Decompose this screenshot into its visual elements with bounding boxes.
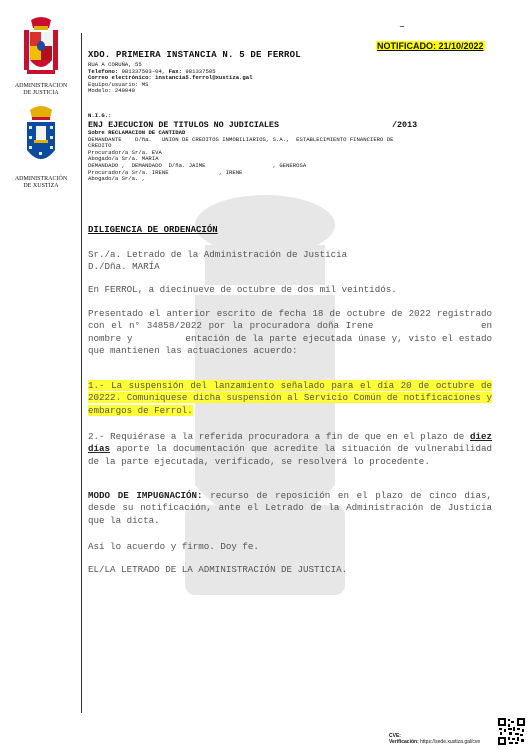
verification-link[interactable]: https://sede.xustiza.gal/cve <box>420 739 481 745</box>
spain-logo-label: ADMINISTRACION DE JUSTICIA <box>14 83 68 96</box>
case-title: ENJ EJECUCION DE TITULOS NO JUDICIALES /2013 <box>88 120 418 130</box>
court-equipo: Equipo/usuario: MS <box>88 80 149 88</box>
cve-block: CVE: Verificación: https://sede.xustiza.gal/cve <box>389 733 481 745</box>
margin-rule <box>81 33 82 713</box>
signature-line: EL/LA LETRADO DE LA ADMINISTRACIÓN DE JUSTICIA. <box>88 564 348 575</box>
court-title: XDO. PRIMEIRA INSTANCIA N. 5 DE FERROL <box>88 50 301 60</box>
court-contact <box>88 62 253 95</box>
party-line: Abogado/a Sr/a. , <box>88 175 146 183</box>
diligencia-title: DILIGENCIA DE ORDENACIÓN <box>88 225 218 235</box>
paragraph-requierase: 2.- Requiérase a la referida procuradora a fin de que en el plazo de diez días aporte la documentación que acredite la situación de vulnerabilidad de la parte ejecutada, verificado, se resolverá lo procedente. <box>88 431 492 467</box>
case-parties <box>88 130 498 183</box>
party-line: Abogado/a Sr/a. MARIA <box>88 155 159 163</box>
party-line: Procurador/a Sr/a. EVA <box>88 148 162 156</box>
case-sobre: Sobre RECLAMACION DE CANTIDAD <box>88 129 186 136</box>
dash-mark: – <box>399 22 406 33</box>
party-line: Procurador/a Sr/a. IRENE , IRENE <box>88 168 243 176</box>
case-number: /2013 <box>392 120 418 130</box>
party-line: CREDITO <box>88 142 112 150</box>
galicia-coat-of-arms-icon <box>22 104 60 170</box>
party-line: DEMANDANTE D/ña. UNION DE CREDITOS INMOBILIARIOS, S.A., ESTABLECIMIENTO FINANCIERO DE <box>88 135 394 143</box>
place-date: En FERROL, a diecinueve de octubre de dos mil veintidós. <box>88 284 397 295</box>
court-address: RUA A CORUÑA, 55 <box>88 61 142 68</box>
paragraph-presentado: Presentado el anterior escrito de fecha 18 de octubre de 2022 registrado con el n° 34858/2022 por la procuradora doña Irene en nombre y entación de la parte ejecutada únase y, visto el estado que mantienen las actuaciones acuerdo: <box>88 308 498 357</box>
paragraph-suspension: 1.- La suspensión del lanzamiento señalado para el día 20 de octubre de 20222. Comuníquese dicha suspensión al Servicio Común de notificaciones y embargos de Ferrol. <box>88 380 492 416</box>
court-phone-line: Telefono: 981337503-04, Fax: 981337505 <box>88 67 216 75</box>
closing-line: Así lo acuerdo y firmo. Doy fe. <box>88 541 259 552</box>
court-email-line: Correo electrónico: instancia5.ferrol@xustiza.gal <box>88 74 253 82</box>
spain-coat-of-arms-icon <box>21 16 61 82</box>
court-modelo: Modelo: 240040 <box>88 87 135 95</box>
party-line: DEMANDADO , DEMANDADO D/ña. JAIME , GENEROSA <box>88 161 307 169</box>
signer-block: Sr./a. Letrado de la Administración de Justicia D./Dña. MARÍA <box>88 249 348 273</box>
galicia-logo-label: ADMINISTRACIÓN DE XUSTIZA <box>14 176 68 189</box>
notified-stamp: NOTIFICADO: 21/10/2022 <box>377 41 484 51</box>
paragraph-impugnacion: MODO DE IMPUGNACIÓN: recurso de reposición en el plazo de cinco días, desde su notificación, ante el Letrado de la Administración de Justicia que la dicta. <box>88 490 492 526</box>
qr-code-icon <box>498 718 525 745</box>
nig-label: N.I.G.: <box>88 112 112 119</box>
